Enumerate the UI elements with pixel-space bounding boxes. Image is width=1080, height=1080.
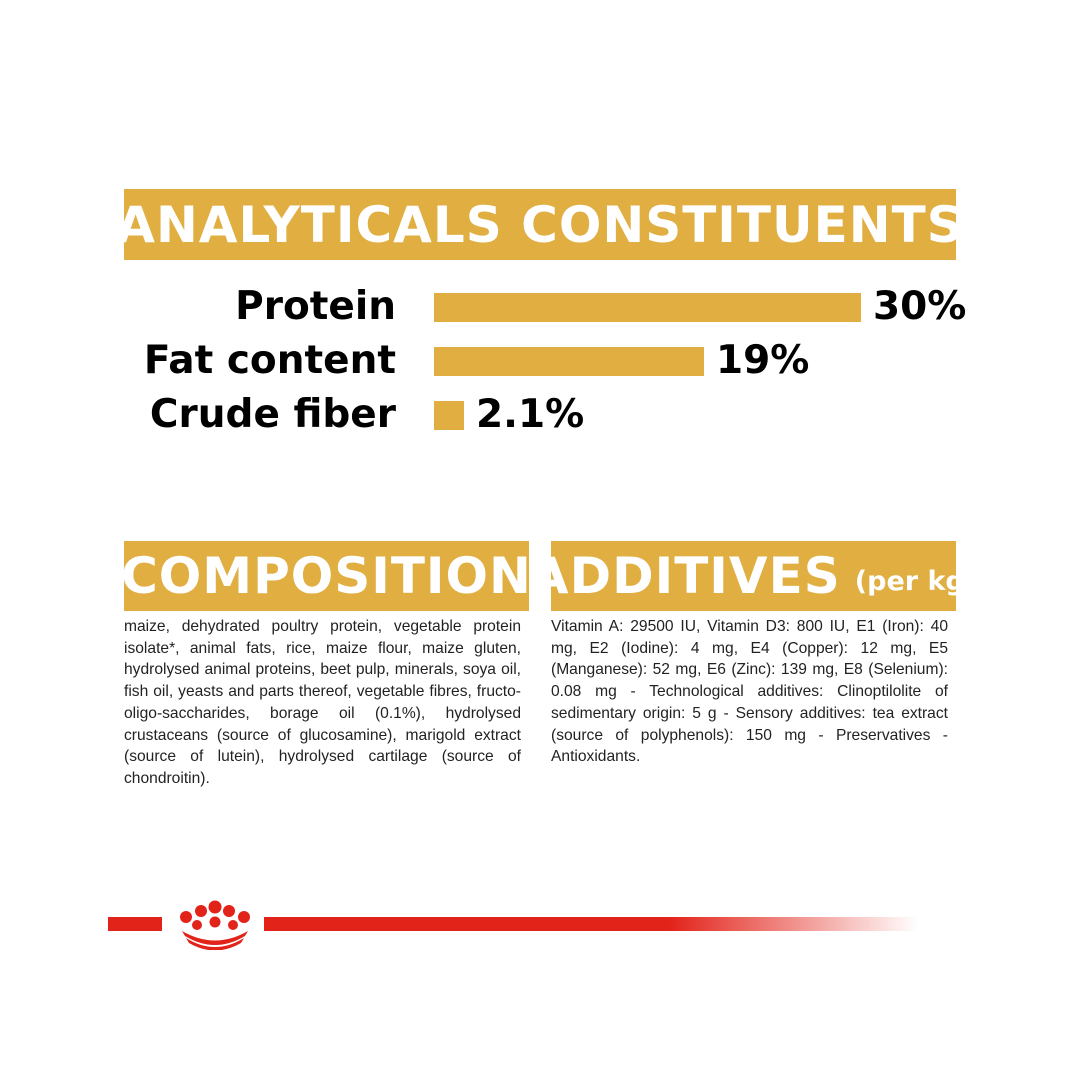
row-label-fiber: Crude fiber bbox=[149, 392, 396, 437]
value-protein: 30% bbox=[873, 284, 967, 329]
crown-icon bbox=[180, 901, 250, 951]
additives-text: Vitamin A: 29500 IU, Vitamin D3: 800 IU, E1 (Iron): 40 mg, E2 (Iodine): 4 mg, E4 (Copper): 12 mg, E5 (Manganese): 52 mg, E6 (Zinc): 139 mg, E8 (Selenium): 0.08 mg - Technological additives: Clinoptilolite of sedimentary origin: 5 g - Sensory additives: tea extract (source of polyphenols): 150 mg - Preservatives - Antioxidants. bbox=[551, 618, 948, 766]
composition-title bbox=[121, 541, 532, 611]
composition-text: maize, dehydrated poultry protein, vegetable protein isolate*, animal fats, rice, maize flour, maize gluten, hydrolysed animal proteins, beet pulp, minerals, soya oil, fish oil, yeasts and parts thereof, vegetable fibres, fructo-oligo-saccharides, borage oil (0.1%), hydrolysed crustaceans (source of glucosamine), marigold extract (source of lutein), hydrolysed cartilage (source of chondroitin). bbox=[124, 618, 521, 787]
bar-fiber bbox=[434, 401, 464, 430]
additives-title-text: ADDITIVES bbox=[529, 547, 841, 605]
additives-subtitle: (per kg) bbox=[854, 565, 978, 597]
analytics-title: ANALYTICALS CONSTITUENTS bbox=[124, 189, 956, 260]
value-fat: 19% bbox=[716, 338, 810, 383]
brand-line-right bbox=[264, 917, 918, 931]
brand-strip bbox=[108, 900, 918, 950]
bar-fat bbox=[434, 347, 704, 376]
composition-title-text: COMPOSITION bbox=[121, 547, 532, 605]
row-label-fat: Fat content bbox=[143, 338, 396, 383]
brand-line-left bbox=[108, 917, 162, 931]
bar-protein bbox=[434, 293, 861, 322]
additives-title bbox=[529, 541, 978, 611]
value-fiber: 2.1% bbox=[476, 392, 585, 437]
row-label-protein: Protein bbox=[235, 284, 396, 329]
